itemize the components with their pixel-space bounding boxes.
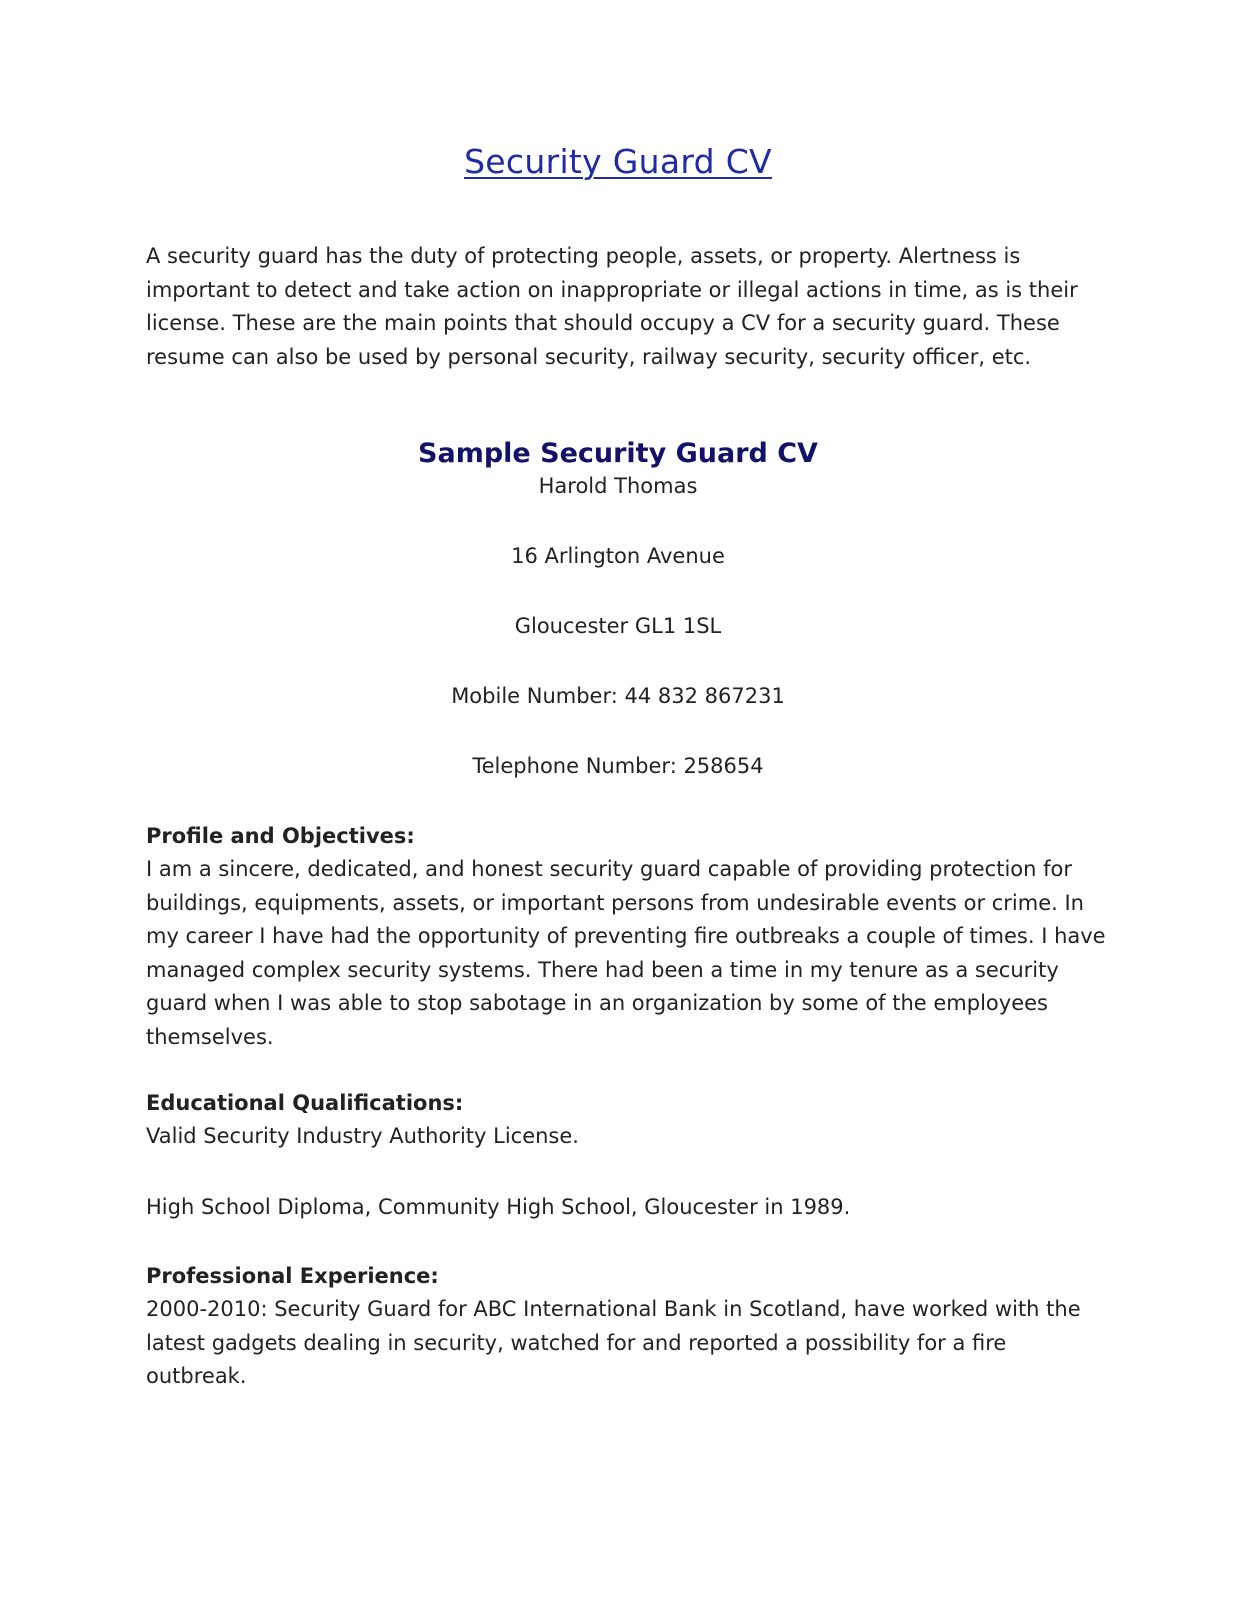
sample-cv-heading: Sample Security Guard CV xyxy=(418,438,818,469)
education-diploma: High School Diploma, Community High School, Gloucester in 1989. xyxy=(146,1195,851,1219)
profile-text: I am a sincere, dedicated, and honest security guard capable of providing protection for buildings, equipments, assets, or important persons from undesirable events or crime. In my career I have had the opportunity of preventing fire outbreaks a couple of times. I have managed complex security systems. There had been a time in my tenure as a security guard when I was able to stop sabotage in an organization by some of the employees themselves. xyxy=(146,857,1106,1049)
contact-name: Harold Thomas xyxy=(538,474,698,498)
page-title[interactable]: Security Guard CV xyxy=(464,142,772,181)
experience-text: 2000-2010: Security Guard for ABC International Bank in Scotland, have worked with the latest gadgets dealing in security, watched for and reported a possibility for a fire outbreak. xyxy=(146,1297,1081,1388)
education-license: Valid Security Industry Authority License. xyxy=(146,1124,579,1148)
contact-address: 16 Arlington Avenue xyxy=(511,544,725,568)
intro-paragraph: A security guard has the duty of protecting people, assets, or property. Alertness is important to detect and take action on inappropriate or illegal actions in time, as is their license. These are the main points that should occupy a CV for a security guard. These resume can also be used by personal security, railway security, security officer, etc. xyxy=(146,244,1078,369)
contact-city: Gloucester GL1 1SL xyxy=(514,614,722,638)
education-heading: Educational Qualifications: xyxy=(146,1091,464,1115)
contact-mobile: Mobile Number: 44 832 867231 xyxy=(451,684,785,708)
profile-heading: Profile and Objectives: xyxy=(146,824,415,848)
experience-heading: Professional Experience: xyxy=(146,1264,439,1288)
contact-telephone: Telephone Number: 258654 xyxy=(472,754,764,778)
